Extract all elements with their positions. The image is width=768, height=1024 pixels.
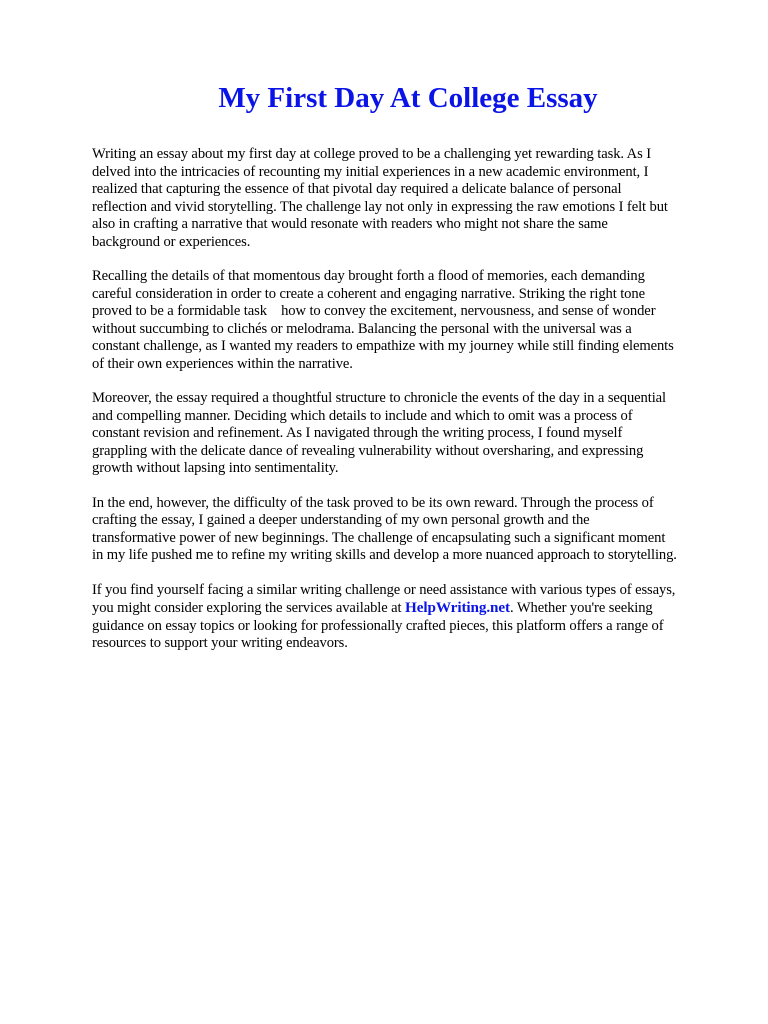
text-line: crafting the essay, I gained a deeper understanding of my own personal growth and the: [92, 512, 590, 528]
text-line: growth without lapsing into sentimentality.: [92, 460, 339, 476]
text-line: constant challenge, as I wanted my readers to empathize with my journey while still finding elements: [92, 338, 674, 354]
page-title: My First Day At College Essay: [218, 82, 598, 114]
text-line: In the end, however, the difficulty of the task proved to be its own reward. Through the process of: [92, 494, 654, 511]
text-segment: . Whether you're seeking: [510, 600, 653, 616]
text-line: in my life pushed me to refine my writing skills and develop a more nuanced approach to storytelling.: [92, 547, 677, 563]
text-line: without succumbing to clichés or melodrama. Balancing the personal with the universal was a: [92, 320, 632, 337]
text-line: resources to support your writing endeavors.: [92, 635, 348, 651]
text-line: Writing an essay about my first day at college proved to be a challenging yet rewarding task. As I: [92, 146, 652, 162]
text-line: guidance on essay topics or looking for professionally crafted pieces, this platform offers a range of: [92, 617, 664, 634]
paragraph-1: [92, 146, 732, 251]
text-line: delved into the intricacies of recounting my initial experiences in a new academic environment, I: [92, 163, 649, 180]
paragraph-4: [92, 495, 732, 565]
text-line: transformative power of new beginnings. The challenge of encapsulating such a significant moment: [92, 529, 666, 546]
paragraph-2: [92, 268, 732, 373]
text-segment: you might consider exploring the services available at: [92, 600, 406, 616]
text-line: Moreover, the essay required a thoughtful structure to chronicle the events of the day in a sequential: [92, 390, 666, 406]
text-line: and compelling manner. Deciding which details to include and which to omit was a process of: [92, 407, 633, 424]
text-line: realized that capturing the essence of that pivotal day required a delicate balance of personal: [92, 181, 622, 197]
text-line: proved to be a formidable task how to convey the excitement, nervousness, and sense of wonder: [92, 303, 656, 319]
text-line: grappling with the delicate dance of revealing vulnerability without oversharing, and expressing: [92, 442, 644, 459]
text-line: background or experiences.: [92, 233, 251, 250]
helpwriting-link[interactable]: HelpWriting.net: [405, 599, 511, 616]
paragraph-3: [92, 390, 732, 478]
essay-body: [92, 146, 732, 670]
text-line: If you find yourself facing a similar writing challenge or need assistance with various types of essays,: [92, 581, 676, 598]
text-line: Recalling the details of that momentous day brought forth a flood of memories, each demanding: [92, 268, 645, 284]
text-line: also in crafting a narrative that would resonate with readers who might not share the same: [92, 216, 608, 232]
text-line: of their own experiences within the narrative.: [92, 355, 353, 372]
text-line: careful consideration in order to create a coherent and engaging narrative. Striking the right tone: [92, 285, 645, 302]
text-line: reflection and vivid storytelling. The challenge lay not only in expressing the raw emotions I felt but: [92, 198, 668, 215]
text-line-with-link: [92, 599, 732, 618]
text-line: constant revision and refinement. As I navigated through the writing process, I found myself: [92, 425, 623, 441]
paragraph-5: [92, 582, 732, 653]
